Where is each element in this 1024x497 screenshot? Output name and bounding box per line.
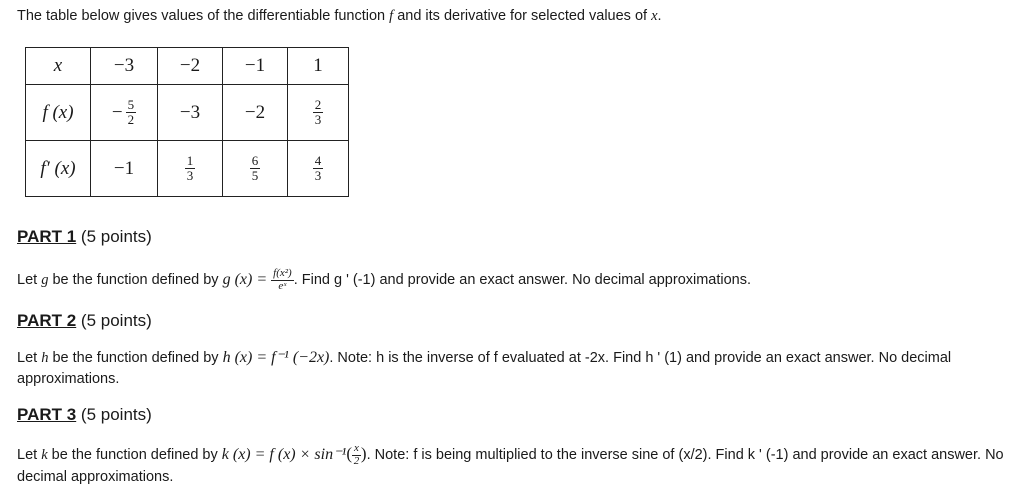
part1-lhs: g (x) =: [222, 270, 272, 288]
part3-post: . Note: f is being multiplied to the inverse sine of (x/2). Find k ' (-1) and provide an exact answer. No decimal approximations.: [17, 447, 1004, 486]
part2-points: (5 points): [76, 311, 152, 330]
part1-label: PART 1: [17, 227, 77, 246]
part1-points: (5 points): [76, 227, 152, 246]
part1-frac-num: f(x²): [273, 267, 292, 279]
x-value: −2: [158, 48, 223, 85]
intro-f: f: [389, 8, 394, 24]
part2-label: PART 2: [17, 311, 77, 330]
part1-frac-den: eˣ: [278, 279, 287, 292]
part3-mid: be the function defined by: [47, 447, 222, 463]
part3-formula: k (x) = f (x) × sin⁻¹: [221, 446, 347, 463]
frac-den: 3: [314, 168, 322, 183]
part3-text: Let k be the function defined by k (x) = f (x) × sin⁻¹( $\frac{x}{2}$ ). Note: f is being multiplied to the inverse sine of (x/2). Find k ' (-1) and provide an exact answer. No decimal approximations.: [17, 442, 1004, 486]
intro-text: [17, 8, 662, 25]
part2-title: [17, 311, 152, 331]
part2-formula: h (x) = f⁻¹ (−2x): [222, 349, 330, 366]
x-value: −3: [91, 48, 158, 85]
table-header-x: x: [26, 48, 91, 85]
frac-den: 5: [251, 168, 259, 183]
table-header-fpx: f′ (x): [26, 141, 91, 197]
table-header-fx: f (x): [26, 85, 91, 141]
part2-h: h: [41, 350, 49, 366]
part3-frac-num: x: [354, 442, 359, 455]
frac-num: 2: [314, 97, 322, 113]
fpx-value: −1: [91, 141, 158, 197]
part2-post: . Note: h is the inverse of f evaluated at -2x. Find h ' (1) and provide an exact answer. No decimal approximations.: [17, 350, 952, 387]
part3-label: PART 3: [17, 405, 77, 424]
frac-den: 2: [127, 112, 135, 127]
fx-sign: −: [111, 101, 123, 123]
part1-fraction: [271, 268, 294, 292]
part3-title: [17, 405, 152, 425]
fx-value: [91, 85, 158, 141]
frac-den: 3: [314, 112, 322, 127]
frac-den: 3: [186, 168, 194, 183]
frac-num: 1: [186, 153, 194, 169]
part1-title: [17, 227, 152, 247]
part1-pre: Let: [17, 271, 42, 288]
table-row-fpx: [26, 141, 349, 197]
part2-pre: Let: [17, 350, 42, 366]
part2-text: [17, 347, 1007, 390]
fx-value: [288, 85, 349, 141]
intro-x: x: [651, 8, 658, 24]
fpx-value: [288, 141, 349, 197]
intro-post: .: [657, 8, 662, 24]
part3-k: k: [41, 447, 48, 463]
fx-value: −2: [223, 85, 288, 141]
frac-num: 4: [314, 153, 322, 169]
part1-text: [17, 268, 1007, 292]
part3-pre: Let: [17, 447, 42, 463]
part1-post: . Find g ' (-1) and provide an exact answer. No decimal approximations.: [293, 271, 752, 288]
x-value: −1: [223, 48, 288, 85]
part3-points: (5 points): [76, 405, 152, 424]
table-row-fx: [26, 85, 349, 141]
frac-num: 5: [127, 97, 135, 113]
values-table: [25, 47, 349, 197]
part1-g: g: [41, 271, 49, 288]
fx-value: −3: [158, 85, 223, 141]
frac-num: 6: [251, 153, 259, 169]
part1-mid: be the function defined by: [48, 271, 223, 288]
intro-mid: and its derivative for selected values of: [393, 8, 652, 24]
intro-pre: The table below gives values of the differentiable function: [17, 8, 390, 24]
part2-mid: be the function defined by: [48, 350, 223, 366]
fpx-value: [223, 141, 288, 197]
table-row-x: [26, 48, 349, 85]
x-value: 1: [288, 48, 349, 85]
part3-frac-den: 2: [353, 454, 360, 467]
fpx-value: [158, 141, 223, 197]
part3-fraction: [352, 443, 361, 467]
